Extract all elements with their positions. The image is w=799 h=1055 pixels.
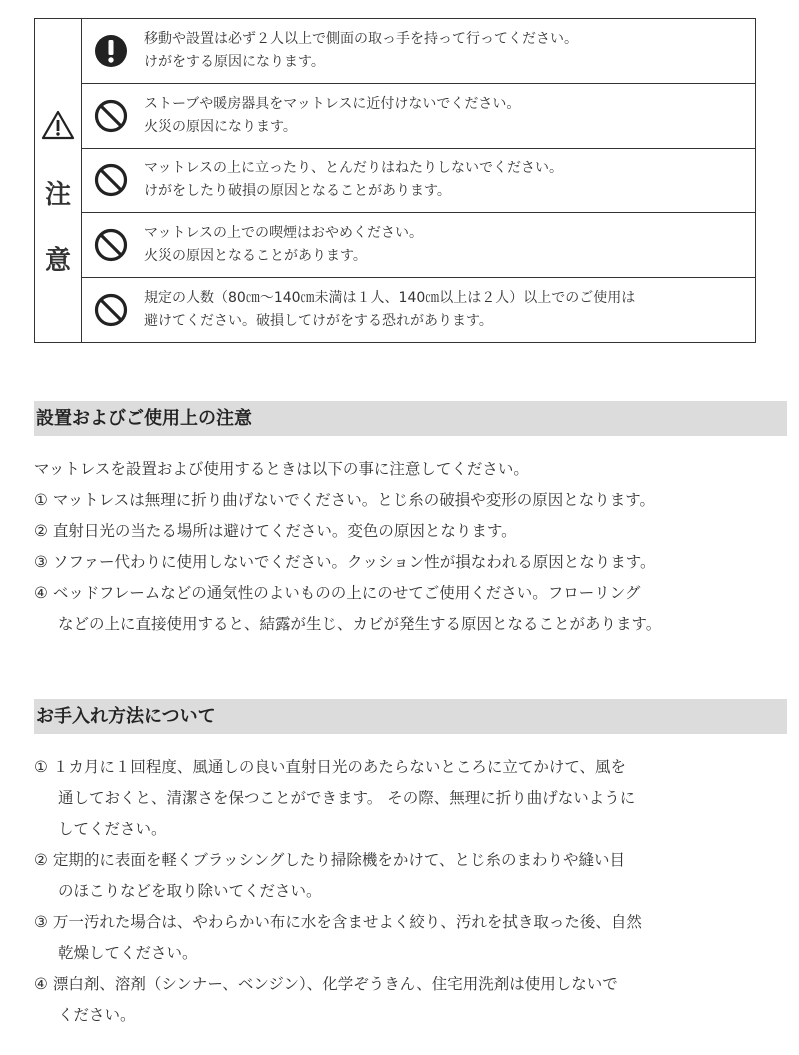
body-line: ③ 万一汚れた場合は、やわらかい布に水を含ませよく絞り、汚れを拭き取った後、自然 xyxy=(34,913,642,931)
prohibited-icon xyxy=(94,293,128,327)
caution-rows xyxy=(82,19,755,342)
care-body xyxy=(34,752,774,1031)
section-title-care: お手入れ方法について xyxy=(34,699,787,734)
caution-row-line: マットレスの上に立ったり、とんだりはねたりしないでください。 xyxy=(144,160,564,177)
caution-row-line: 避けてください。破損してけがをする恐れがあります。 xyxy=(144,313,493,330)
caution-table xyxy=(34,18,756,343)
body-line: などの上に直接使用すると、結露が生じ、カビが発生する原因となることがあります。 xyxy=(58,615,662,633)
caution-row-line: 移動や設置は必ず２人以上で側面の取っ手を持って行ってください。 xyxy=(144,30,578,47)
body-line: ① マットレスは無理に折り曲げないでください。とじ糸の破損や変形の原因となります。 xyxy=(34,491,656,509)
caution-row-line: けがをしたり破損の原因となることがあります。 xyxy=(144,183,451,200)
body-line: ① １カ月に１回程度、風通しの良い直射日光のあたらないところに立てかけて、風を xyxy=(34,758,627,776)
prohibited-icon xyxy=(94,99,128,133)
caution-label-char-1: 注 xyxy=(44,180,71,210)
caution-row-line: ストーブや暖房器具をマットレスに近付けないでください。 xyxy=(144,95,521,112)
body-line: してください。 xyxy=(58,820,167,838)
prohibited-icon xyxy=(94,163,128,197)
section-title-usage-notes: 設置およびご使用上の注意 xyxy=(34,401,787,436)
caution-row-line: 火災の原因となることがあります。 xyxy=(144,248,367,265)
caution-row-line: 規定の人数（80㎝〜140㎝未満は１人、140㎝以上は２人）以上でのご使用は xyxy=(144,290,636,307)
body-line: ② 定期的に表面を軽くブラッシングしたり掃除機をかけて、とじ糸のまわりや縫い目 xyxy=(34,851,626,869)
caution-row-line: けがをする原因になります。 xyxy=(144,53,325,70)
body-line: ください。 xyxy=(58,1006,136,1024)
body-line: ③ ソファー代わりに使用しないでください。クッション性が損なわれる原因となります。 xyxy=(34,553,656,571)
caution-row xyxy=(82,84,755,149)
caution-label xyxy=(35,19,82,342)
body-line: ④ ベッドフレームなどの通気性のよいものの上にのせてご使用ください。フローリング xyxy=(34,584,641,602)
body-line: マットレスを設置および使用するときは以下の事に注意してください。 xyxy=(34,460,529,478)
body-line: 乾燥してください。 xyxy=(58,944,198,962)
caution-row xyxy=(82,278,755,342)
body-line: ② 直射日光の当たる場所は避けてください。変色の原因となります。 xyxy=(34,522,517,540)
caution-row xyxy=(82,213,755,278)
usage-notes-body xyxy=(34,454,774,640)
caution-label-char-2: 意 xyxy=(44,246,71,276)
body-line: のほこりなどを取り除いてください。 xyxy=(58,882,322,900)
warning-triangle-icon xyxy=(41,110,75,140)
prohibited-icon xyxy=(94,228,128,262)
body-line: 通しておくと、清潔さを保つことができます。 その際、無理に折り曲げないように xyxy=(58,789,636,807)
body-line: ④ 漂白剤、溶剤（シンナー、ベンジン）、化学ぞうきん、住宅用洗剤は使用しないで xyxy=(34,975,618,993)
caution-row-line: マットレスの上での喫煙はおやめください。 xyxy=(144,225,424,242)
caution-row xyxy=(82,19,755,84)
caution-row xyxy=(82,149,755,214)
caution-row-line: 火災の原因になります。 xyxy=(144,118,297,135)
mandatory-icon xyxy=(94,34,128,68)
